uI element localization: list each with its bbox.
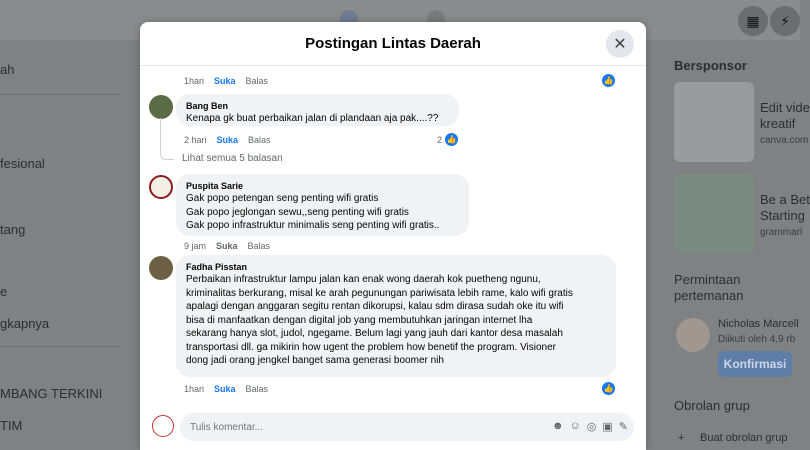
reply-button[interactable]: Balas bbox=[245, 76, 269, 86]
left-menu-item[interactable]: TIM bbox=[0, 418, 23, 433]
avatar[interactable] bbox=[149, 256, 173, 280]
comment-time[interactable]: 1hari bbox=[184, 76, 205, 86]
like-icon[interactable]: 👍 bbox=[603, 76, 614, 85]
comment-text-line: Perbaikan infrastruktur lampu jalan kan enak wong daerah kok puetheng ngunu, bbox=[186, 274, 541, 285]
friend-meta: Diikuti oleh 4,9 rb bbox=[718, 334, 796, 345]
avatar[interactable] bbox=[149, 175, 173, 199]
sticker-icon[interactable]: ☻ bbox=[551, 420, 564, 432]
comment-text-line: Gak popo petengan seng penting wifi gratis bbox=[186, 193, 379, 204]
camera-icon[interactable]: ◎ bbox=[586, 421, 597, 433]
comment-actions bbox=[184, 76, 278, 86]
avatar[interactable] bbox=[149, 95, 173, 119]
left-sidebar bbox=[0, 40, 140, 450]
comment-text-line: bisa di manfaatkan dengan digital job yang membutuhkan jaringan internet lha bbox=[186, 314, 533, 326]
comment-time[interactable]: 2 hari bbox=[184, 135, 207, 145]
ad-domain: canva.com bbox=[760, 135, 809, 146]
comment-author[interactable]: Puspita Sarie bbox=[186, 181, 244, 191]
reply-button[interactable]: Balas bbox=[247, 241, 271, 251]
left-menu-item[interactable]: e bbox=[0, 284, 8, 299]
emoji-icon[interactable]: ☺ bbox=[569, 420, 581, 432]
comment-actions bbox=[184, 384, 278, 394]
thread-line bbox=[160, 118, 161, 154]
left-menu-item[interactable]: tang bbox=[0, 222, 26, 237]
like-button[interactable]: Suka bbox=[214, 76, 236, 86]
ad-title[interactable]: Be a Bet bbox=[760, 192, 810, 207]
menu-grid-icon[interactable]: ▦ bbox=[738, 6, 768, 36]
reply-button[interactable]: Balas bbox=[248, 135, 271, 145]
smile-sticker-icon[interactable]: ✎ bbox=[618, 421, 628, 433]
friend-name[interactable]: Nicholas Marcell bbox=[718, 318, 799, 330]
comment-text: Kenapa gk buat perbaikan jalan di plandaan aja pak....?? bbox=[186, 113, 439, 124]
ad-subtitle: kreatif bbox=[760, 116, 796, 131]
ad-image[interactable] bbox=[674, 174, 754, 254]
comment-author[interactable]: Fadha Pisstan bbox=[186, 262, 248, 272]
avatar[interactable] bbox=[676, 318, 710, 352]
modal-title: Postingan Lintas Daerah bbox=[305, 35, 481, 52]
view-replies-link[interactable]: Lihat semua 5 balasan bbox=[182, 153, 283, 164]
comment-composer bbox=[150, 410, 640, 444]
sponsored-heading: Bersponsor bbox=[674, 58, 747, 73]
ad-domain: grammarl bbox=[760, 227, 803, 238]
thread-connector bbox=[160, 152, 174, 160]
reaction-count[interactable]: 2 bbox=[437, 135, 443, 145]
plus-icon[interactable]: + bbox=[678, 432, 685, 444]
left-menu-item[interactable]: MBANG TERKINI bbox=[0, 386, 103, 401]
comment-author[interactable]: Bang Ben bbox=[186, 101, 229, 111]
comment-text-line: transportasi dll. ga mikirin how ugent the problem how benetif the program. Visioner bbox=[186, 341, 557, 353]
comment-actions bbox=[184, 241, 280, 251]
comment-text-line: apalagi dengan anggaran segitu rentan dikorupsi, kalau sdm dirasa sudah oke itu wifi bbox=[186, 301, 564, 312]
comment-bubble bbox=[176, 255, 616, 377]
right-sidebar bbox=[646, 40, 810, 450]
composer-tools bbox=[552, 420, 628, 433]
comment-time[interactable]: 9 jam bbox=[184, 241, 207, 251]
comment-text-line: dong jadi orang jengkel banget sama generasi boomer nih bbox=[186, 355, 444, 366]
create-group-link[interactable]: Buat obrolan grup bbox=[700, 432, 788, 444]
comment-text-line: sekarang hanya slot, judol, ngegame. Belum lagi yang jauh dari kantor desa masalah bbox=[186, 328, 563, 339]
reply-button[interactable]: Balas bbox=[245, 384, 269, 394]
like-icon[interactable]: 👍 bbox=[603, 384, 614, 393]
like-button[interactable]: Suka bbox=[216, 241, 238, 251]
comment-text-line: Gak popo jeglongan sewu,,seng penting wifi gratis bbox=[186, 206, 409, 218]
like-icon[interactable]: 👍 bbox=[446, 135, 457, 144]
left-menu-item[interactable]: ah bbox=[0, 62, 15, 77]
comment-text-line: kriminalitas berkurang, misal ke arah pegunungan pariwisata lebih rame, kalo wifi gratis bbox=[186, 287, 573, 299]
comment-bubble bbox=[176, 94, 459, 126]
divider bbox=[0, 346, 120, 347]
comment-time[interactable]: 1hari bbox=[184, 384, 205, 394]
like-button[interactable]: Suka bbox=[216, 135, 239, 145]
group-chat-heading: Obrolan grup bbox=[674, 398, 750, 413]
messenger-icon[interactable]: ⚡ bbox=[770, 6, 800, 36]
ad-image[interactable] bbox=[674, 82, 754, 162]
like-button[interactable]: Suka bbox=[214, 384, 236, 394]
comment-actions bbox=[184, 135, 281, 145]
confirm-button[interactable]: Konfirmasi bbox=[718, 351, 792, 377]
left-menu-item[interactable]: gkapnya bbox=[0, 316, 50, 331]
gif-icon[interactable]: ▣ bbox=[602, 421, 613, 433]
friend-requests-heading: Permintaan pertemanan bbox=[674, 272, 744, 303]
comment-text-line: Gak popo infrastruktur minimalis seng penting wifi gratis.. bbox=[186, 220, 440, 231]
avatar[interactable] bbox=[152, 415, 174, 437]
ad-subtitle: Starting bbox=[760, 208, 805, 223]
modal-header bbox=[140, 22, 646, 66]
divider bbox=[0, 94, 120, 95]
comment-bubble bbox=[176, 174, 469, 236]
left-menu-item[interactable]: fesional bbox=[0, 156, 45, 171]
close-icon[interactable]: ✕ bbox=[606, 30, 634, 58]
ad-title[interactable]: Edit vide bbox=[760, 100, 810, 115]
